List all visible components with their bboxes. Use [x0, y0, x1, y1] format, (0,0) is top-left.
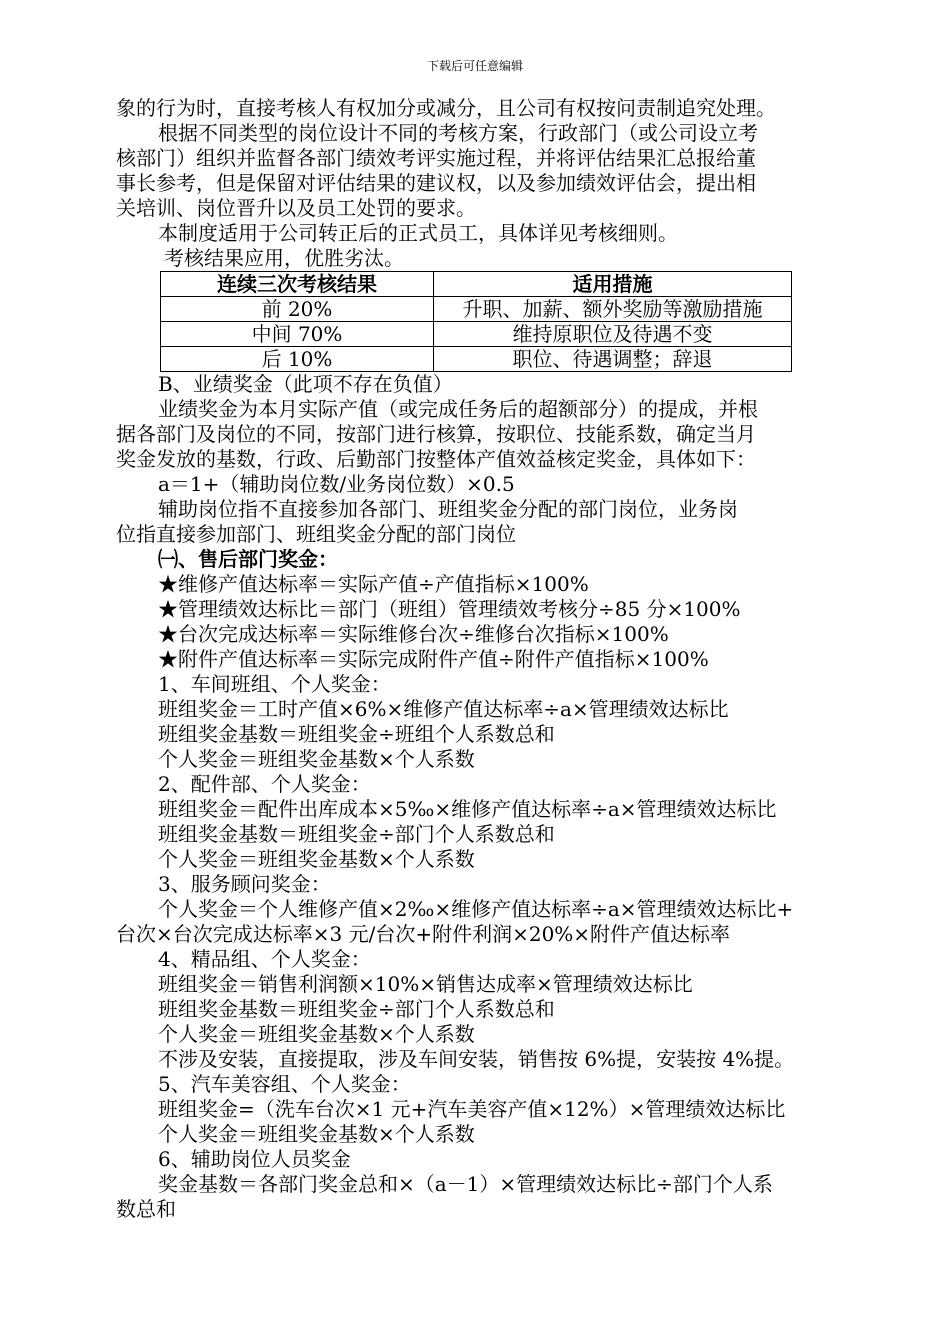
table-cell: 维持原职位及待遇不变: [434, 322, 792, 347]
formula-line: a＝1+（辅助岗位数/业务岗位数）×0.5: [158, 472, 515, 496]
formula-line: 班组奖金基数＝班组奖金÷部门个人系数总和: [158, 997, 555, 1021]
subsection-heading: 6、辅助岗位人员奖金: [158, 1147, 351, 1171]
paragraph-line: 考核结果应用，优胜劣汰。: [164, 246, 404, 270]
table-row: [161, 297, 792, 322]
formula-line: ★管理绩效达标比＝部门（班组）管理绩效考核分÷85 分×100%: [158, 597, 741, 621]
table-header-cell: 连续三次考核结果: [161, 272, 434, 297]
section-heading: B、业绩奖金（此项不存在负值）: [158, 372, 453, 396]
table-row: [161, 347, 792, 372]
section-heading: ㈠、售后部门奖金：: [158, 547, 338, 571]
table-row: [161, 322, 792, 347]
formula-line: 数总和: [116, 1197, 176, 1221]
formula-line: 个人奖金＝班组奖金基数×个人系数: [158, 747, 475, 771]
table-cell: 升职、加薪、额外奖励等激励措施: [434, 297, 792, 322]
paragraph-line: 奖金发放的基数，行政、后勤部门按整体产值效益核定奖金，具体如下：: [116, 447, 756, 471]
formula-line: ★台次完成达标率＝实际维修台次÷维修台次指标×100%: [158, 622, 669, 646]
formula-line: 班组奖金＝工时产值×6%×维修产值达标率÷a×管理绩效达标比: [158, 697, 729, 721]
paragraph-line: 不涉及安装，直接提取，涉及车间安装，销售按 6%提，安装按 4%提。: [158, 1047, 795, 1071]
formula-line: 班组奖金＝销售利润额×10%×销售达成率×管理绩效达标比: [158, 972, 693, 996]
formula-line: ★附件产值达标率＝实际完成附件产值÷附件产值指标×100%: [158, 647, 709, 671]
paragraph-line: 核部门）组织并监督各部门绩效考评实施过程，并将评估结果汇总报给董: [116, 146, 756, 170]
subsection-heading: 5、汽车美容组、个人奖金：: [158, 1072, 411, 1096]
formula-line: 台次×台次完成达标率×3 元/台次+附件利润×20%×附件产值达标率: [116, 922, 731, 946]
subsection-heading: 3、服务顾问奖金：: [158, 872, 331, 896]
formula-line: 班组奖金＝配件出库成本×5‰×维修产值达标率÷a×管理绩效达标比: [158, 797, 777, 821]
paragraph-line: 根据不同类型的岗位设计不同的考核方案，行政部门（或公司设立考: [158, 121, 758, 145]
formula-line: 班组奖金基数＝班组奖金÷部门个人系数总和: [158, 822, 555, 846]
paragraph-line: 关培训、岗位晋升以及员工处罚的要求。: [116, 196, 476, 220]
formula-line: 个人奖金＝班组奖金基数×个人系数: [158, 1022, 475, 1046]
table-cell: 中间 70%: [161, 322, 434, 347]
paragraph-line: 本制度适用于公司转正后的正式员工，具体详见考核细则。: [158, 221, 678, 245]
paragraph-line: 据各部门及岗位的不同，按部门进行核算，按职位、技能系数，确定当月: [116, 422, 756, 446]
table-cell: 职位、待遇调整；辞退: [434, 347, 792, 372]
result-application-table: [160, 271, 792, 372]
formula-line: 奖金基数＝各部门奖金总和×（a－1）×管理绩效达标比÷部门个人系: [158, 1172, 773, 1196]
formula-line: 班组奖金=（洗车台次×1 元+汽车美容产值×12%）×管理绩效达标比: [158, 1097, 786, 1121]
paragraph-line: 位指直接参加部门、班组奖金分配的部门岗位: [116, 522, 516, 546]
paragraph-line: 事长参考，但是保留对评估结果的建议权，以及参加绩效评估会，提出相: [116, 171, 756, 195]
formula-line: 个人奖金＝班组奖金基数×个人系数: [158, 1122, 475, 1146]
document-body: [116, 96, 846, 1222]
subsection-heading: 4、精品组、个人奖金：: [158, 947, 371, 971]
formula-line: 个人奖金＝个人维修产值×2‰×维修产值达标率÷a×管理绩效达标比+: [158, 897, 794, 921]
table-cell: 前 20%: [161, 297, 434, 322]
table-header-cell: 适用措施: [434, 272, 792, 297]
formula-line: 班组奖金基数＝班组奖金÷班组个人系数总和: [158, 722, 555, 746]
paragraph-line: 业绩奖金为本月实际产值（或完成任务后的超额部分）的提成，并根: [158, 397, 758, 421]
subsection-heading: 1、车间班组、个人奖金：: [158, 672, 391, 696]
table-header-row: [161, 272, 792, 297]
subsection-heading: 2、配件部、个人奖金：: [158, 772, 371, 796]
paragraph-line: 辅助岗位指不直接参加各部门、班组奖金分配的部门岗位，业务岗: [158, 497, 738, 521]
page-header: 下载后可任意编辑: [426, 59, 523, 73]
formula-line: ★维修产值达标率＝实际产值÷产值指标×100%: [158, 572, 589, 596]
paragraph-line: 象的行为时，直接考核人有权加分或减分，且公司有权按问责制追究处理。: [116, 96, 776, 120]
formula-line: 个人奖金＝班组奖金基数×个人系数: [158, 847, 475, 871]
table-cell: 后 10%: [161, 347, 434, 372]
